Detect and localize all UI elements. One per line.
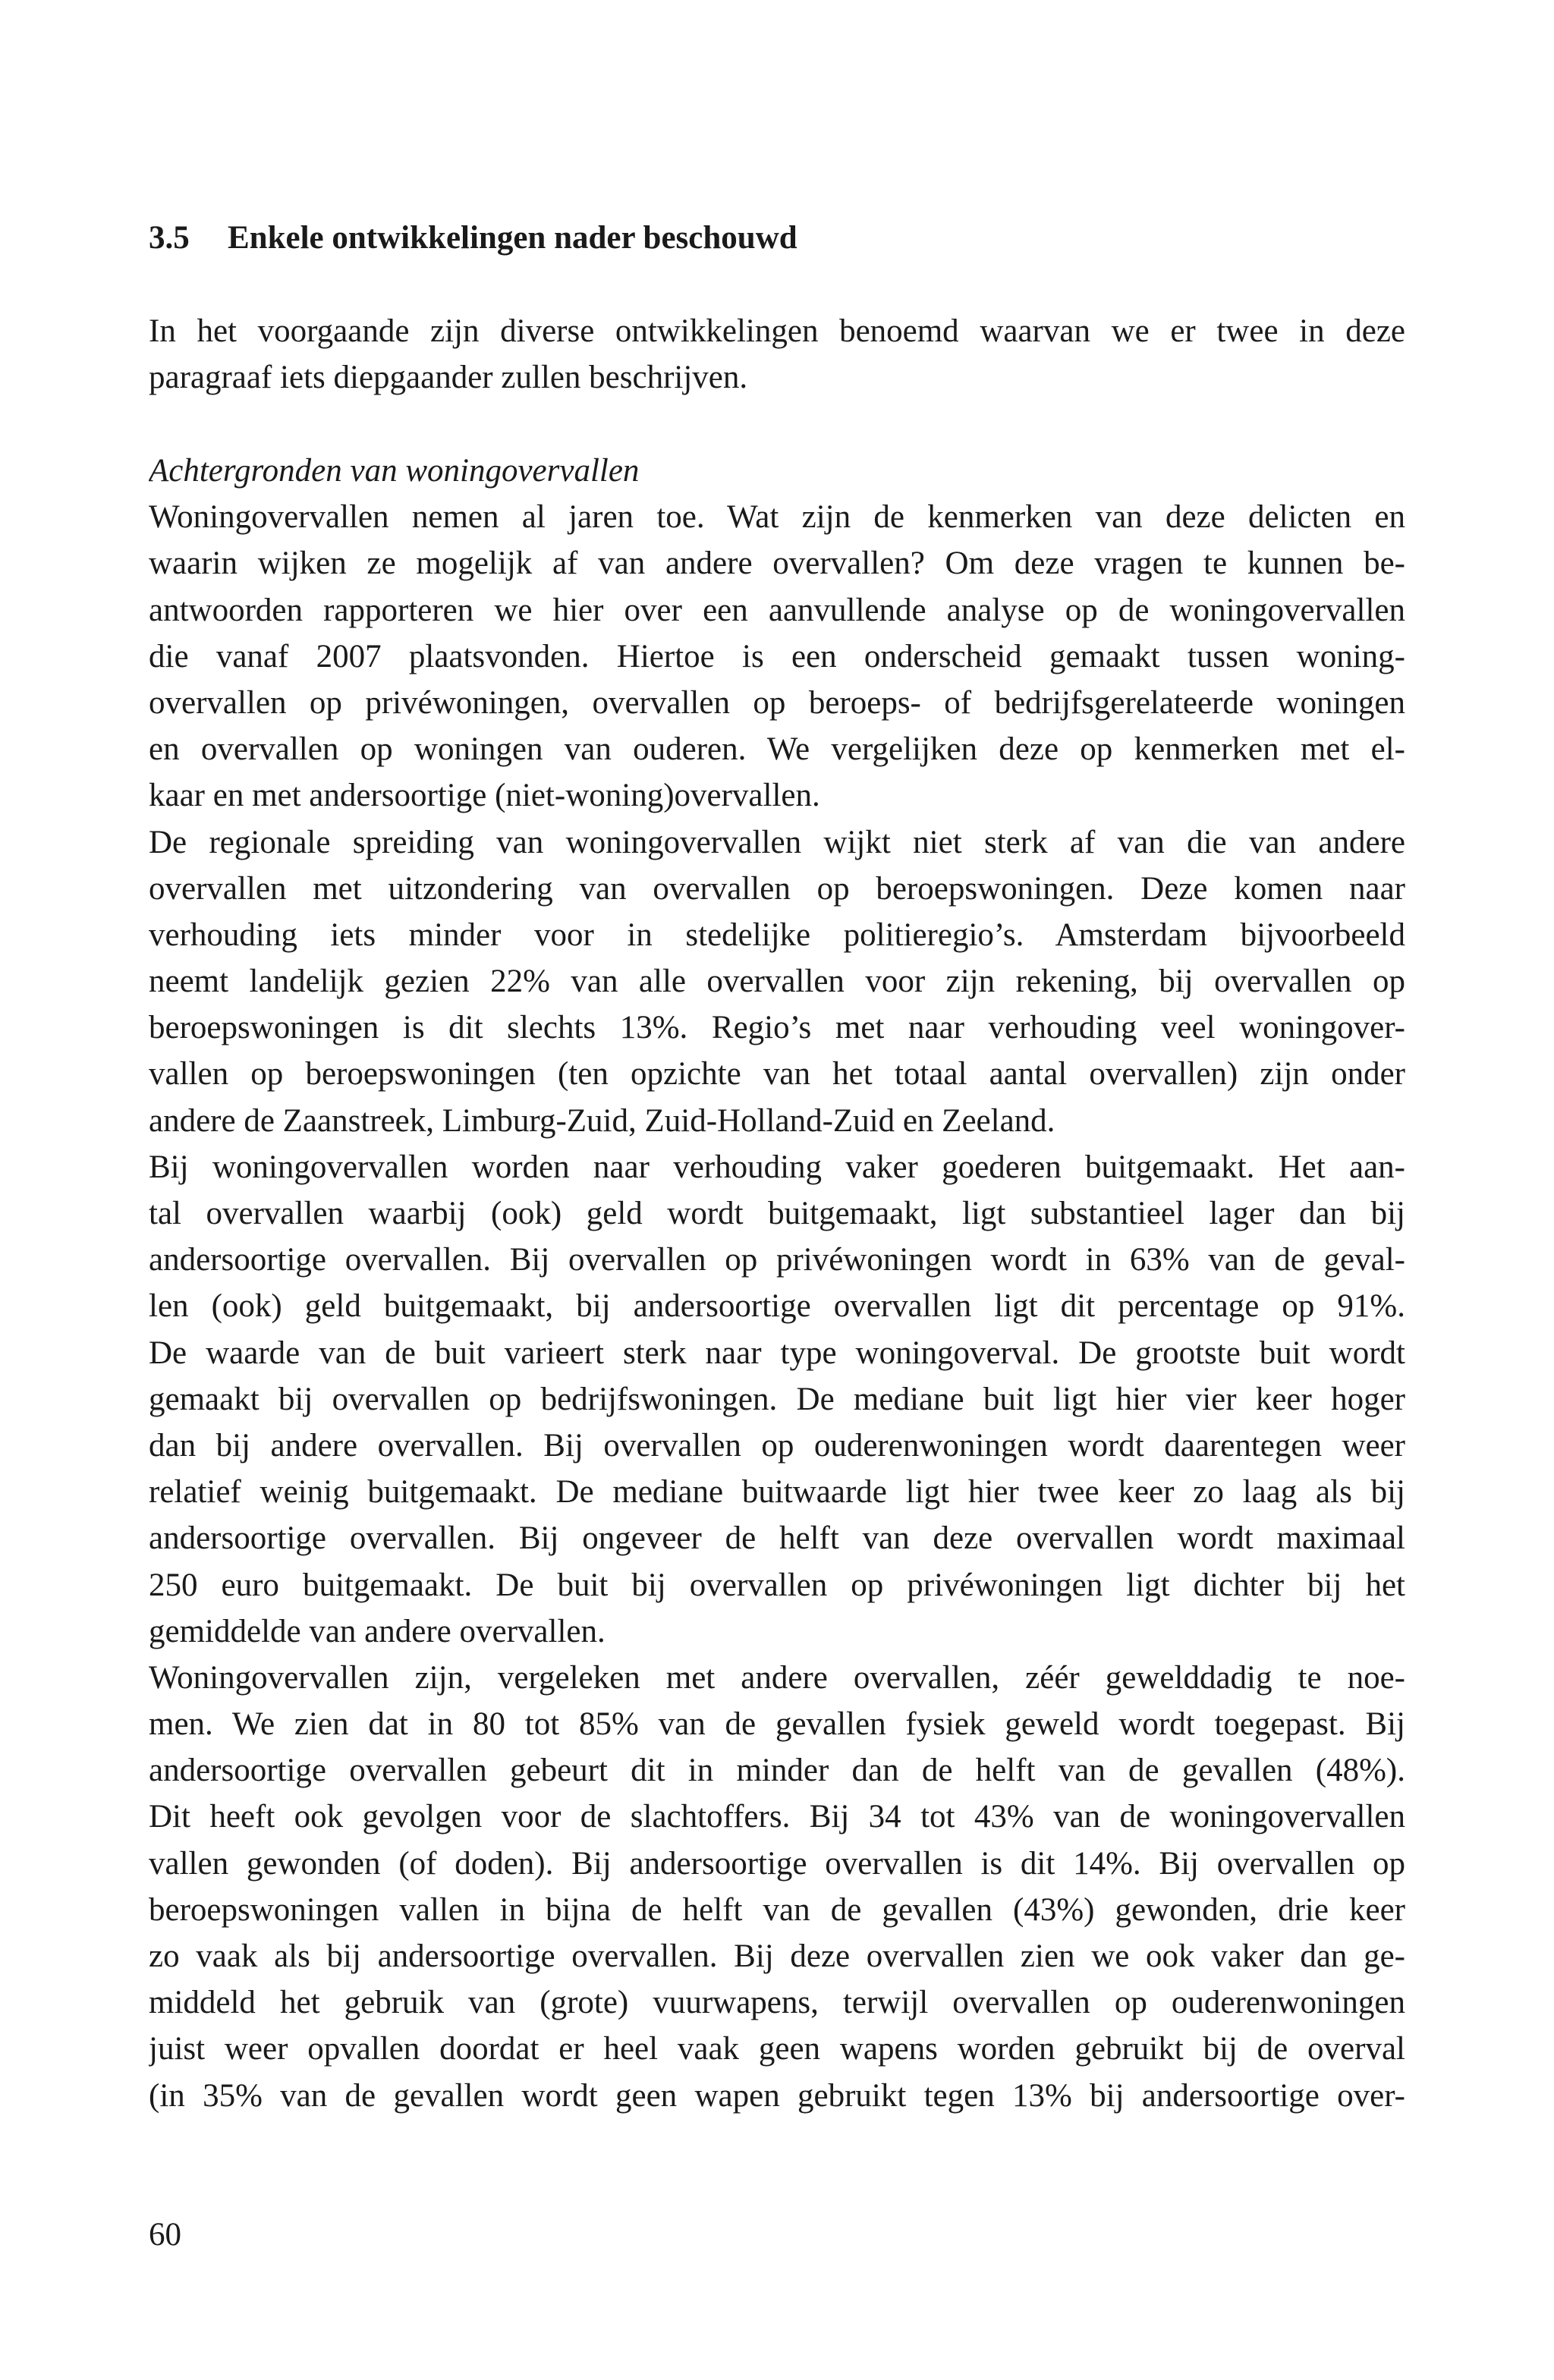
body-line: beroepswoningen is dit slechts 13%. Regio’s met naar verhouding veel woningover- <box>149 1010 1405 1046</box>
page-number: 60 <box>149 2217 181 2253</box>
body-line: vallen gewonden (of doden). Bij andersoortige overvallen is dit 14%. Bij overvallen op <box>149 1845 1405 1882</box>
body-line: overvallen op privéwoningen, overvallen op beroeps- of bedrijfsgerelateerde woningen <box>149 684 1405 721</box>
subheading: Achtergronden van woningovervallen <box>149 453 640 489</box>
body-line: andersoortige overvallen. Bij ongeveer de helft van deze overvallen wordt maximaal <box>149 1520 1405 1557</box>
body-line: andersoortige overvallen. Bij overvallen op privéwoningen wordt in 63% van de geval- <box>149 1242 1405 1278</box>
body-line: vallen op beroepswoningen (ten opzichte van het totaal aantal overvallen) zijn onder <box>149 1056 1405 1093</box>
main-body <box>149 448 1405 2119</box>
body-line: middeld het gebruik van (grote) vuurwapens, terwijl overvallen op ouderenwoningen <box>149 1985 1405 2021</box>
body-line: tal overvallen waarbij (ook) geld wordt buitgemaakt, ligt substantieel lager dan bij <box>149 1196 1405 1231</box>
body-line: waarin wijken ze mogelijk af van andere overvallen? Om deze vragen te kunnen be- <box>149 545 1405 582</box>
body-line: De waarde van de buit varieert sterk naar type woningoverval. De grootste buit wordt <box>149 1335 1405 1371</box>
body-line: andersoortige overvallen gebeurt dit in minder dan de helft van de gevallen (48%). <box>149 1753 1405 1789</box>
body-line: Woningovervallen nemen al jaren toe. Wat zijn de kenmerken van deze delicten en <box>149 499 1405 536</box>
body-line: beroepswoningen vallen in bijna de helft van de gevallen (43%) gewonden, drie keer <box>149 1891 1405 1928</box>
body-line: en overvallen op woningen van ouderen. We vergelijken deze op kenmerken met el- <box>149 731 1405 768</box>
body-line: die vanaf 2007 plaatsvonden. Hiertoe is een onderscheid gemaakt tussen woning- <box>149 638 1405 674</box>
body-line: len (ook) geld buitgemaakt, bij andersoortige overvallen ligt dit percentage op 91%. <box>149 1288 1405 1325</box>
intro-paragraph <box>149 308 1405 401</box>
body-line: 250 euro buitgemaakt. De buit bij overvallen op privéwoningen ligt dichter bij het <box>149 1567 1405 1603</box>
body-line: men. We zien dat in 80 tot 85% van de gevallen fysiek geweld wordt toegepast. Bij <box>149 1706 1405 1743</box>
body-line: (in 35% van de gevallen wordt geen wapen gebruikt tegen 13% bij andersoortige over- <box>149 2077 1405 2114</box>
body-line: overvallen met uitzondering van overvallen op beroepswoningen. Deze komen naar <box>149 870 1405 907</box>
body-line: dan bij andere overvallen. Bij overvallen op ouderenwoningen wordt daarentegen weer <box>149 1427 1405 1464</box>
section-title: Enkele ontwikkelingen nader beschouwd <box>228 220 797 256</box>
body-line: gemaakt bij overvallen op bedrijfswoningen. De mediane buit ligt hier vier keer hoger <box>149 1381 1405 1417</box>
body-line: juist weer opvallen doordat er heel vaak geen wapens worden gebruikt bij de overval <box>149 2031 1405 2067</box>
body-line: Bij woningovervallen worden naar verhouding vaker goederen buitgemaakt. Het aan- <box>149 1149 1405 1185</box>
body-line: De regionale spreiding van woningovervallen wijkt niet sterk af van die van andere <box>149 824 1405 860</box>
body-line: gemiddelde van andere overvallen. <box>149 1613 606 1649</box>
body-line: Woningovervallen zijn, vergeleken met andere overvallen, zéér gewelddadig te noe- <box>149 1659 1405 1696</box>
intro-line: paragraaf iets diepgaander zullen beschrijven. <box>149 360 748 396</box>
body-line: andere de Zaanstreek, Limburg-Zuid, Zuid-Holland-Zuid en Zeeland. <box>149 1102 1055 1139</box>
section-heading <box>149 217 797 259</box>
body-line: kaar en met andersoortige (niet-woning)overvallen. <box>149 778 820 814</box>
body-line: zo vaak als bij andersoortige overvallen. Bij deze overvallen zien we ook vaker dan ge- <box>149 1938 1405 1974</box>
section-number: 3.5 <box>149 220 190 256</box>
body-line: Dit heeft ook gevolgen voor de slachtoffers. Bij 34 tot 43% van de woningovervallen <box>149 1799 1405 1835</box>
body-line: verhouding iets minder voor in stedelijke politieregio’s. Amsterdam bijvoorbeeld <box>149 916 1405 953</box>
intro-line: In het voorgaande zijn diverse ontwikkelingen benoemd waarvan we er twee in deze <box>149 313 1405 349</box>
body-line: neemt landelijk gezien 22% van alle overvallen voor zijn rekening, bij overvallen op <box>149 964 1405 1000</box>
body-line: antwoorden rapporteren we hier over een aanvullende analyse op de woningovervallen <box>149 592 1405 628</box>
body-line: relatief weinig buitgemaakt. De mediane buitwaarde ligt hier twee keer zo laag als bij <box>149 1474 1405 1511</box>
